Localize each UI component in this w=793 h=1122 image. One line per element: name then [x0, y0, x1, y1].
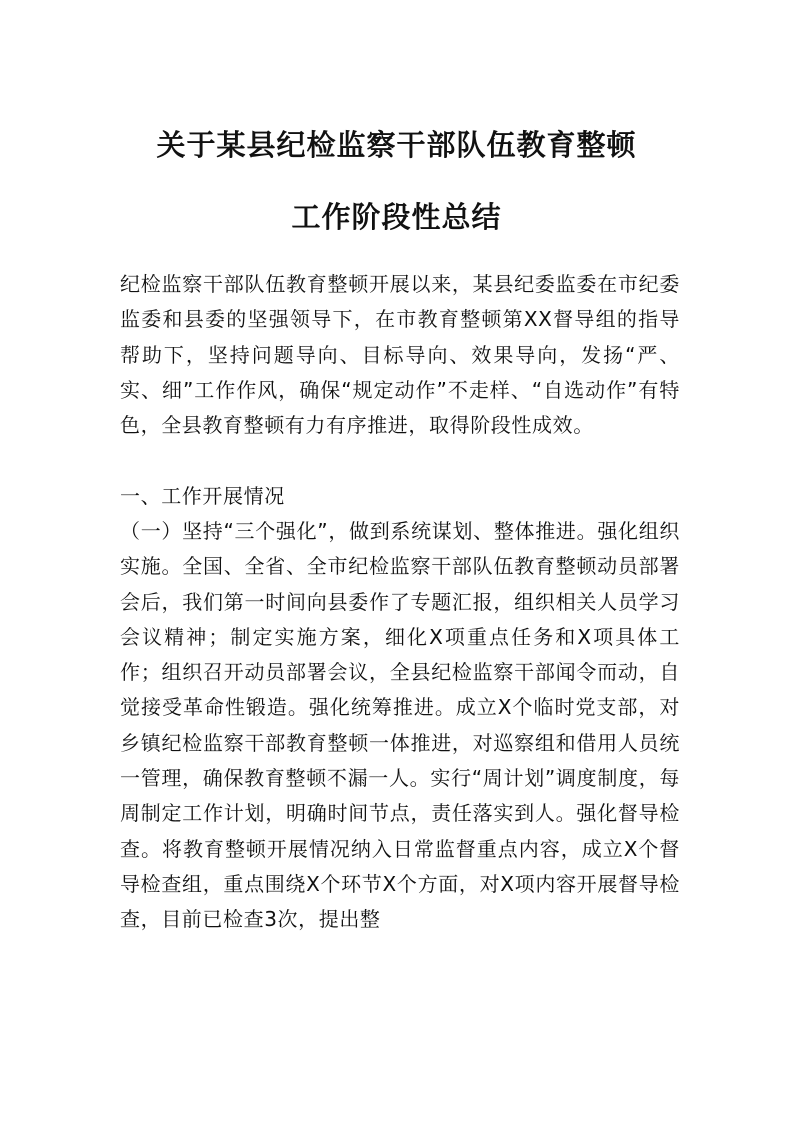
- section-heading: 一、工作开展情况: [120, 484, 285, 508]
- intro-paragraph: 纪检监察干部队伍教育整顿开展以来，某县纪委监委在市纪委监委和县委的坚强领导下，在市教育整顿第XX督导组的指导帮助下，坚持问题导向、目标导向、效果导向，发扬“严、实、细”工作作风，确保“规定动作”不走样、“自选动作”有特色，全县教育整顿有力有序推进，取得阶段性成效。: [120, 272, 680, 438]
- document-title-line-1: 关于某县纪检监察干部队伍教育整顿: [156, 128, 637, 162]
- section-paragraph: （一）坚持“三个强化”，做到系统谋划、整体推进。强化组织实施。全国、全省、全市纪检监察干部队伍教育整顿动员部署会后，我们第一时间向县委作了专题汇报，组织相关人员学习会议精神；制定实施方案，细化X项重点任务和X项具体工作；组织召开动员部署会议，全县纪检监察干部闻令而动，自觉接受革命性锻造。强化统筹推进。成立X个临时党支部，对乡镇纪检监察干部教育整顿一体推进，对巡察组和借用人员统一管理，确保教育整顿不漏一人。实行“周计划”调度制度，每周制定工作计划，明确时间节点，责任落实到人。强化督导检查。将教育整顿开展情况纳入日常监督重点内容，成立X个督导检查组，重点围绕X个环节X个方面，对X项内容开展督导检查，目前已检查3次，提出整: [120, 519, 680, 932]
- document-title-line-2: 工作阶段性总结: [291, 200, 502, 234]
